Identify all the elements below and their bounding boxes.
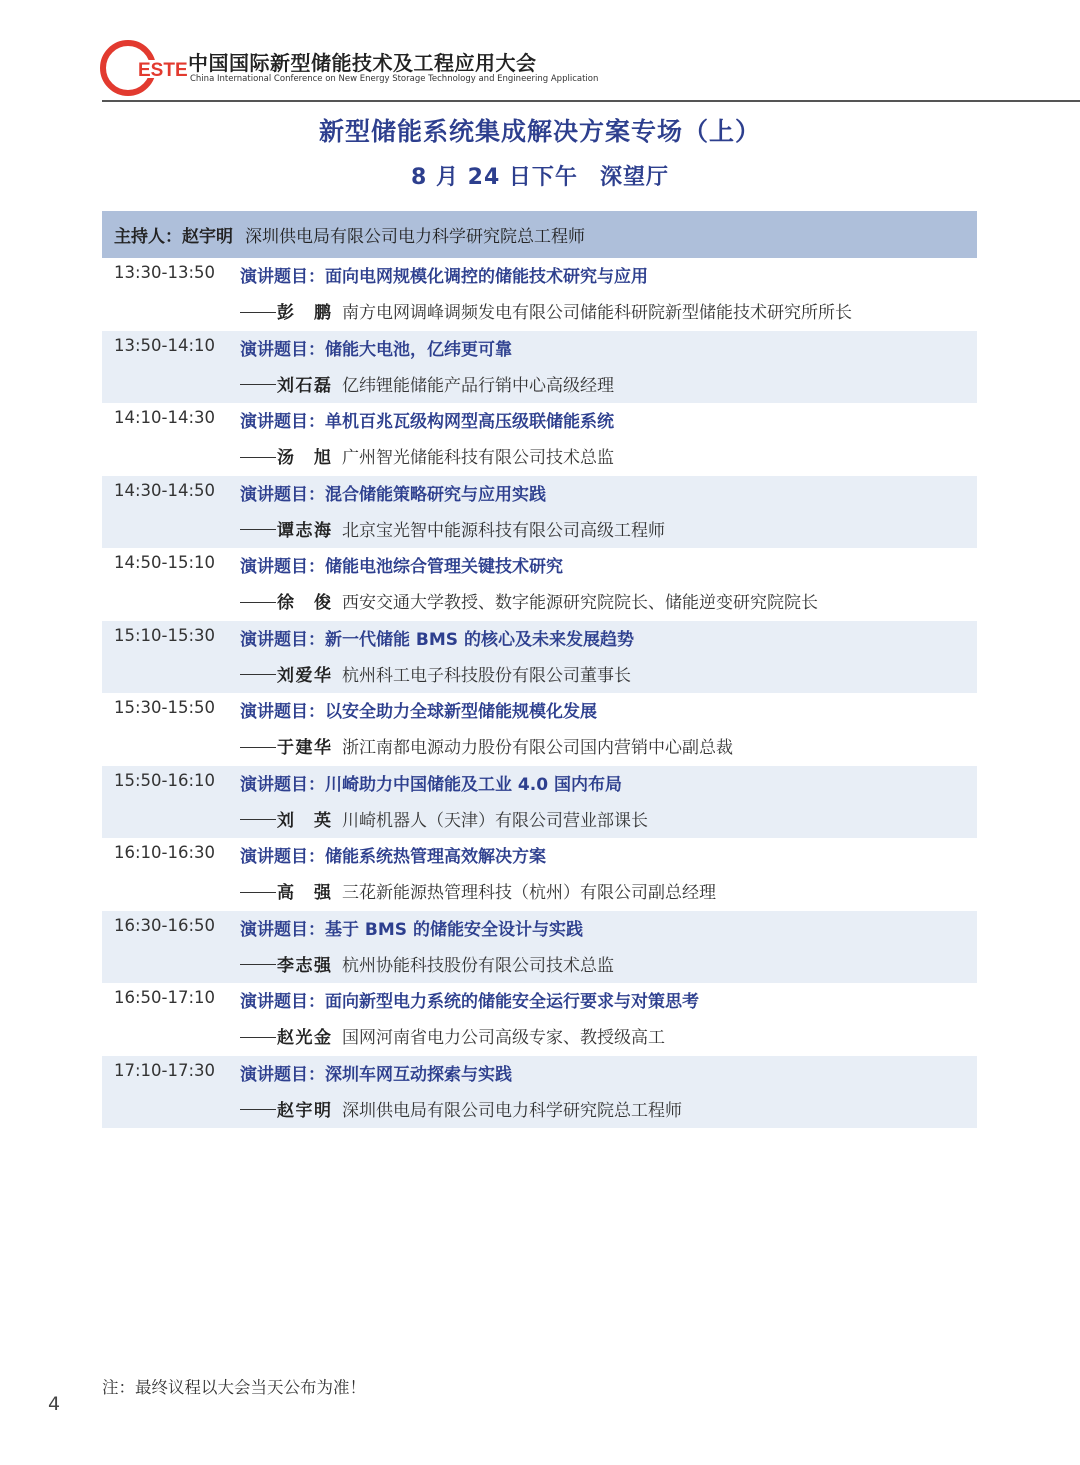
topic-prefix: 演讲题目： [240, 267, 325, 287]
agenda-row [102, 548, 977, 621]
header-divider [102, 100, 1080, 102]
talk-time: 14:30-14:50 [114, 480, 216, 500]
speaker-name: 谭志海 [277, 520, 331, 541]
talk-time: 17:10-17:30 [114, 1060, 216, 1080]
conference-name-en: China International Conference on New Energy Storage Technology and Engineering Application [190, 74, 599, 84]
em-dash [240, 819, 276, 820]
talk-speaker-line [240, 878, 716, 903]
em-dash [240, 529, 276, 530]
topic-title: 混合储能策略研究与应用实践 [325, 484, 546, 505]
talk-time: 16:30-16:50 [114, 915, 216, 935]
em-dash [240, 457, 276, 458]
agenda-row [102, 693, 977, 766]
agenda-table [102, 211, 977, 1128]
talk-topic [240, 697, 597, 722]
speaker-name: 徐 俊 [277, 593, 331, 613]
topic-prefix: 演讲题目： [240, 702, 325, 722]
talk-topic [240, 625, 634, 650]
topic-prefix: 演讲题目： [240, 1064, 325, 1085]
talk-speaker-line [240, 1096, 682, 1121]
talk-time: 13:30-13:50 [114, 263, 216, 282]
speaker-name: 汤 旭 [277, 448, 331, 468]
agenda-row [102, 258, 977, 331]
agenda-row [102, 331, 977, 404]
em-dash [240, 602, 276, 603]
talk-topic [240, 987, 699, 1012]
talk-time: 13:50-14:10 [114, 335, 216, 355]
topic-title: 新一代储能 BMS 的核心及未来发展趋势 [325, 629, 634, 650]
speaker-affiliation: 南方电网调峰调频发电有限公司储能科研院新型储能技术研究所所长 [342, 303, 852, 323]
topic-title: 储能电池综合管理关键技术研究 [325, 557, 563, 577]
em-dash [240, 1037, 276, 1038]
session-venue: 深望厅 [599, 165, 669, 190]
talk-speaker-line [240, 661, 631, 686]
topic-title: 储能大电池，亿纬更可靠 [325, 339, 512, 360]
topic-title: 单机百兆瓦级构网型高压级联储能系统 [325, 412, 614, 432]
speaker-name: 高 强 [277, 883, 331, 903]
speaker-name: 赵光金 [277, 1028, 331, 1048]
talk-topic [240, 770, 622, 795]
topic-title: 深圳车网互动探索与实践 [325, 1064, 512, 1085]
speaker-name: 赵宇明 [277, 1100, 331, 1121]
speaker-affiliation: 亿纬锂能储能产品行销中心高级经理 [342, 375, 614, 396]
talk-speaker-line [240, 951, 614, 976]
topic-prefix: 演讲题目： [240, 629, 325, 650]
topic-title: 面向电网规模化调控的储能技术研究与应用 [325, 267, 648, 287]
topic-prefix: 演讲题目： [240, 774, 325, 795]
topic-title: 储能系统热管理高效解决方案 [325, 847, 546, 867]
talk-time: 15:30-15:50 [114, 698, 216, 717]
talk-speaker-line [240, 588, 818, 613]
talk-speaker-line [240, 298, 852, 323]
host-label: 主持人： [114, 227, 182, 247]
talk-speaker-line [240, 516, 665, 541]
talk-speaker-line [240, 806, 648, 831]
agenda-row [102, 838, 977, 911]
talk-topic [240, 915, 583, 940]
talk-speaker-line [240, 733, 733, 758]
topic-prefix: 演讲题目： [240, 992, 325, 1012]
speaker-affiliation: 川崎机器人（天津）有限公司营业部课长 [342, 810, 648, 831]
speaker-name: 刘石磊 [277, 375, 331, 396]
talk-topic [240, 262, 648, 287]
speaker-affiliation: 浙江南都电源动力股份有限公司国内营销中心副总裁 [342, 738, 733, 758]
speaker-name: 李志强 [277, 955, 331, 976]
agenda-row [102, 766, 977, 839]
speaker-name: 于建华 [277, 738, 331, 758]
session-title: 新型储能系统集成解决方案专场（上） [318, 117, 761, 146]
talk-time: 16:10-16:30 [114, 843, 216, 862]
talk-time: 15:50-16:10 [114, 770, 216, 790]
speaker-affiliation: 西安交通大学教授、数字能源研究院院长、储能逆变研究院院长 [342, 593, 818, 613]
speaker-name: 刘爱华 [277, 665, 331, 686]
host-name: 赵宇明 [182, 227, 233, 247]
talk-topic [240, 552, 563, 577]
speaker-affiliation: 杭州科工电子科技股份有限公司董事长 [342, 665, 631, 686]
footer-note: 注：最终议程以大会当天公布为准！ [102, 1378, 366, 1397]
talk-list [102, 258, 977, 1128]
svg-text:ESTE: ESTE [138, 60, 188, 81]
agenda-row [102, 476, 977, 549]
conference-name-zh: 中国国际新型储能技术及工程应用大会 [188, 51, 537, 75]
topic-title: 基于 BMS 的储能安全设计与实践 [325, 919, 583, 940]
speaker-affiliation: 国网河南省电力公司高级专家、教授级高工 [342, 1028, 665, 1048]
topic-prefix: 演讲题目： [240, 919, 325, 940]
topic-title: 以安全助力全球新型储能规模化发展 [325, 702, 597, 722]
talk-speaker-line [240, 1023, 665, 1048]
talk-topic [240, 335, 512, 360]
em-dash [240, 312, 276, 313]
speaker-affiliation: 杭州协能科技股份有限公司技术总监 [342, 955, 614, 976]
speaker-affiliation: 深圳供电局有限公司电力科学研究院总工程师 [342, 1100, 682, 1121]
topic-prefix: 演讲题目： [240, 484, 325, 505]
session-datetime [0, 160, 1080, 191]
em-dash [240, 1109, 276, 1110]
talk-topic [240, 842, 546, 867]
speaker-affiliation: 广州智光储能科技有限公司技术总监 [342, 448, 614, 468]
topic-prefix: 演讲题目： [240, 339, 325, 360]
agenda-row [102, 983, 977, 1056]
host-row [102, 211, 977, 258]
agenda-row [102, 621, 977, 694]
session-date: 8 月 24 日下午 [411, 165, 578, 190]
talk-time: 16:50-17:10 [114, 988, 216, 1007]
em-dash [240, 892, 276, 893]
em-dash [240, 384, 276, 385]
talk-topic [240, 407, 614, 432]
agenda-row [102, 403, 977, 476]
speaker-name: 彭 鹏 [277, 303, 331, 323]
page-number: 4 [48, 1393, 61, 1415]
header [100, 40, 1080, 102]
talk-time: 14:10-14:30 [114, 408, 216, 427]
talk-speaker-line [240, 443, 614, 468]
talk-topic [240, 480, 546, 505]
talk-time: 15:10-15:30 [114, 625, 216, 645]
speaker-name: 刘 英 [277, 810, 331, 831]
em-dash [240, 674, 276, 675]
speaker-affiliation: 三花新能源热管理科技（杭州）有限公司副总经理 [342, 883, 716, 903]
topic-prefix: 演讲题目： [240, 557, 325, 577]
host-title: 深圳供电局有限公司电力科学研究院总工程师 [245, 227, 585, 247]
topic-title: 面向新型电力系统的储能安全运行要求与对策思考 [325, 992, 699, 1012]
topic-prefix: 演讲题目： [240, 847, 325, 867]
em-dash [240, 964, 276, 965]
em-dash [240, 747, 276, 748]
speaker-affiliation: 北京宝光智中能源科技有限公司高级工程师 [342, 520, 665, 541]
talk-speaker-line [240, 371, 614, 396]
topic-title: 川崎助力中国储能及工业 4.0 国内布局 [325, 774, 622, 795]
topic-prefix: 演讲题目： [240, 412, 325, 432]
agenda-row [102, 1056, 977, 1129]
ceste-logo-icon [100, 40, 190, 96]
talk-time: 14:50-15:10 [114, 553, 216, 572]
talk-topic [240, 1060, 512, 1085]
agenda-row [102, 911, 977, 984]
